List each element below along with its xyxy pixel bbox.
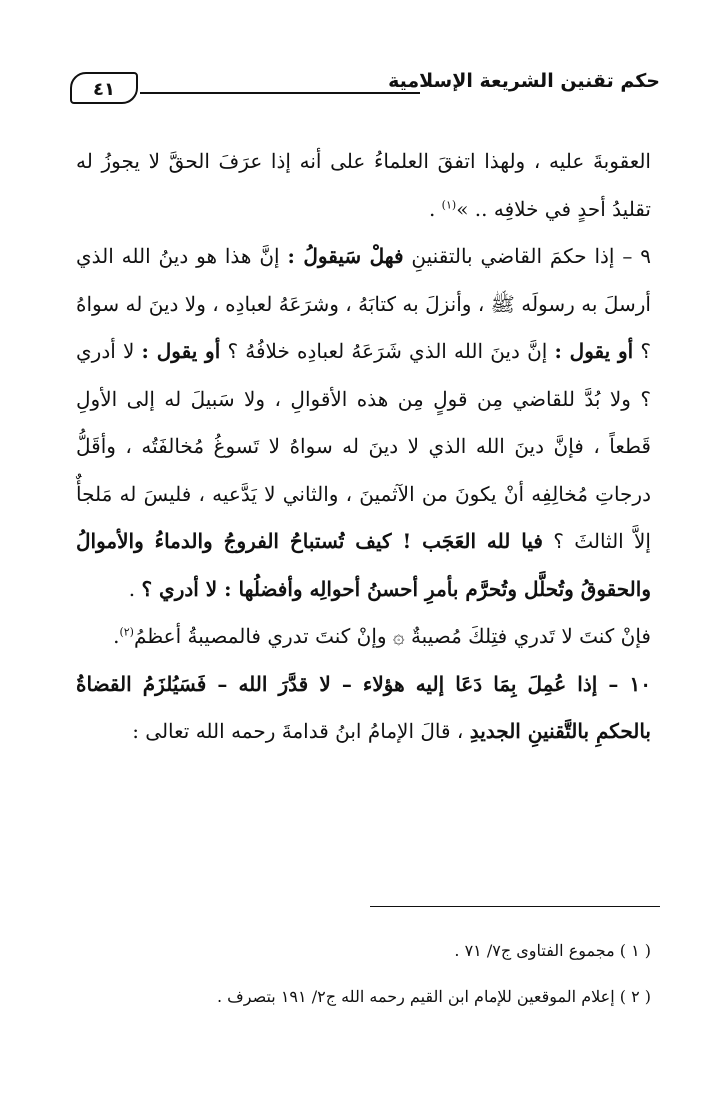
header-rule bbox=[140, 92, 420, 94]
item-number-9: ٩ – bbox=[614, 244, 652, 268]
poetry-verse: فإنْ كنتَ لا تَدري فتِلكَ مُصيبةٌ ۞ وإنْ كنتَ تدري فالمصيبةُ أعظمُ$^{(٢)}$. bbox=[113, 624, 651, 648]
footnote-2: ( ٢ ) إعلام الموقعين للإمام ابن القيم رحمه الله ج٢/ ١٩١ بتصرف . bbox=[217, 987, 651, 1006]
running-title: حكم تقنين الشريعة الإسلامية bbox=[388, 70, 660, 92]
footnote-ref-2: (٢) bbox=[119, 625, 134, 639]
paragraph-2: ٩ – إذا حكمَ القاضي بالتقنينِ فهلْ سَيقولُ : إنَّ هذا هو دينُ الله الذي أرسلَ به رسولَه ﷺ ، وأنزلَ به كتابَهُ ، وشرَعَهُ لعبادِه ، ولا دينَ له سواهُ ؟ أو يقول : إنَّ دينَ الله الذي شَرَعَهُ لعبادِه خلافُهُ ؟ أو يقول : لا أدري ؟ ولا بُدَّ للقاضي مِن قولٍ مِن هذه الأقوالِ ، ولا سَبيلَ له إلى الأولِ قَطعاً ، فإنَّ دينَ الله الذي لا دينَ له سواهُ لا تَسوغُ مُخالفَتُه ، وأقَلُّ درجاتِ مُخالِفِه أنْ يكونَ من الآثمينَ ، والثاني لا يَدَّعيه ، فليسَ له مَلجأٌ إلاَّ الثالثَ ؟ فيا لله العَجَب ! كيف تُستباحُ الفروجُ والدماءُ والأموالُ والحقوقُ وتُحلَّل وتُحرَّم بأمرِ أحسنُ أحوالِه وأفضلُها : لا أدري ؟ . bbox=[76, 244, 652, 601]
page-header bbox=[70, 64, 660, 112]
body-text bbox=[76, 138, 651, 756]
footnote-1: ( ١ ) مجموع الفتاوى ج٧/ ٧١ . bbox=[454, 941, 651, 960]
paragraph-1: العقوبةَ عليه ، ولهذا اتفقَ العلماءُ على أنه إذا عرَفَ الحقَّ لا يجوزُ له تقليدُ أحدٍ في خلافِه .. »$^{(١)}$ . bbox=[76, 149, 651, 221]
footnotes bbox=[76, 928, 651, 1020]
footnote-rule bbox=[370, 906, 660, 907]
footnote-ref-1: (١) bbox=[441, 197, 457, 211]
paragraph-3: ١٠ – إذا عُمِلَ بِمَا دَعَا إليه هؤلاء – لا قدَّرَ الله – فَسَيُلزَمُ القضاةُ بالحكمِ بالتَّقنينِ الجديدِ ، قالَ الإمامُ ابنُ قدامةَ رحمه الله تعالى : bbox=[76, 671, 651, 743]
page-number: ٤١ bbox=[70, 72, 138, 104]
